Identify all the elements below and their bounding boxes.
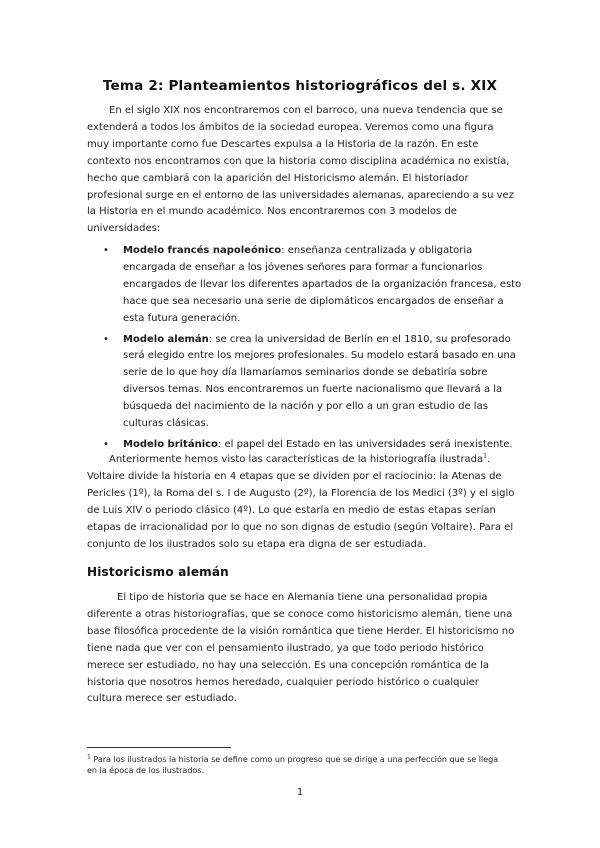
ilustrada-paragraph [87, 452, 517, 553]
section-heading-historicismo: Historicismo alemán [87, 565, 229, 579]
ilustrada-paragraph-rest: . Voltaire divide la historia en 4 etapas que se dividen por el raciocinio: la Atenas de Pericles (1º), la Roma del s. I de Augusto (2º), la Florencia de los Medici (3º) y el siglo de Luis XIV o periodo clásico (4º). Lo que estaría en medio de estas etapas serían etapas de irracionalidad por lo que no son dignas de estudio (según Voltaire). Para el conjunto de los ilustrados solo su etapa era digna de ser estudiada. [87, 454, 515, 550]
footnote-divider [87, 747, 231, 748]
model-description: : el papel del Estado en las universidades será inexistente. [217, 438, 513, 450]
university-models-list [123, 243, 523, 454]
ilustrada-paragraph-start: Anteriormente hemos visto las características de la historiografía ilustrada [109, 454, 484, 465]
model-description: : se crea la universidad de Berlín en el 1810, su profesorado será elegido entre los mejores profesionales. Su modelo estará basado en una serie de lo que hoy día llamaríamos seminarios donde se debatiría sobre diversos temas. Nos encontraremos un fuerte nacionalismo que llevará a la búsqueda del nacimiento de la nación y por ello a un gran estudio de las culturas clásicas. [123, 333, 516, 430]
page-number: 1 [296, 787, 304, 798]
intro-paragraph [87, 103, 517, 238]
model-name: Modelo alemán [123, 333, 209, 345]
list-item-model-french [123, 243, 523, 328]
footnote-number: 1 [87, 753, 91, 761]
intro-paragraph-text: En el siglo XIX nos encontraremos con el barroco, una nueva tendencia que se extenderá a todos los ámbitos de la sociedad europea. Veremos como una figura muy importante como fue Descartes expulsa a la Historia de la razón. En este contexto nos encontramos con que la historia como disciplina académica no existía, hecho que cambiará con la aparición del Historicismo alemán. El historiador profesional surge en el entorno de las universidades alemanas, apareciendo a su vez la Historia en el mundo académico. Nos encontraremos con 3 modelos de universidades: [87, 105, 514, 235]
footnote-reference[interactable]: 1 [483, 452, 487, 460]
model-name: Modelo francés napoleónico [123, 245, 282, 256]
historicismo-paragraph: El tipo de historia que se hace en Alemania tiene una personalidad propia diferente a otras historiografías, que se conoce como historicismo alemán, tiene una base filosófica procedente de la visión romántica que tiene Herder. El historicismo no tiene nada que ver con el pensamiento ilustrado, ya que todo periodo histórico merece ser estudiado, no hay una selección. Es una concepción romántica de la historia que nosotros hemos heredado, cualquier periodo histórico o cualquier cultura merece ser estudiado. [87, 592, 515, 705]
footnote-text: Para los ilustrados la historia se define como un progreso que se dirige a una perfección que se llega en la época de los ilustrados. [87, 755, 499, 775]
list-item-model-german [123, 332, 523, 433]
page-title: Tema 2: Planteamientos historiográficos del s. XIX [102, 78, 498, 94]
model-name: Modelo británico [123, 438, 218, 450]
model-description: : enseñanza centralizada y obligatoria encargada de enseñar a los jóvenes señores para formar a funcionarios encargados de llevar los diferentes apartados de la organización francesa, esto hace que sea necesario una serie de diplomáticos encargados de enseñar a esta futura generación. [123, 245, 522, 324]
footnote [87, 754, 507, 776]
